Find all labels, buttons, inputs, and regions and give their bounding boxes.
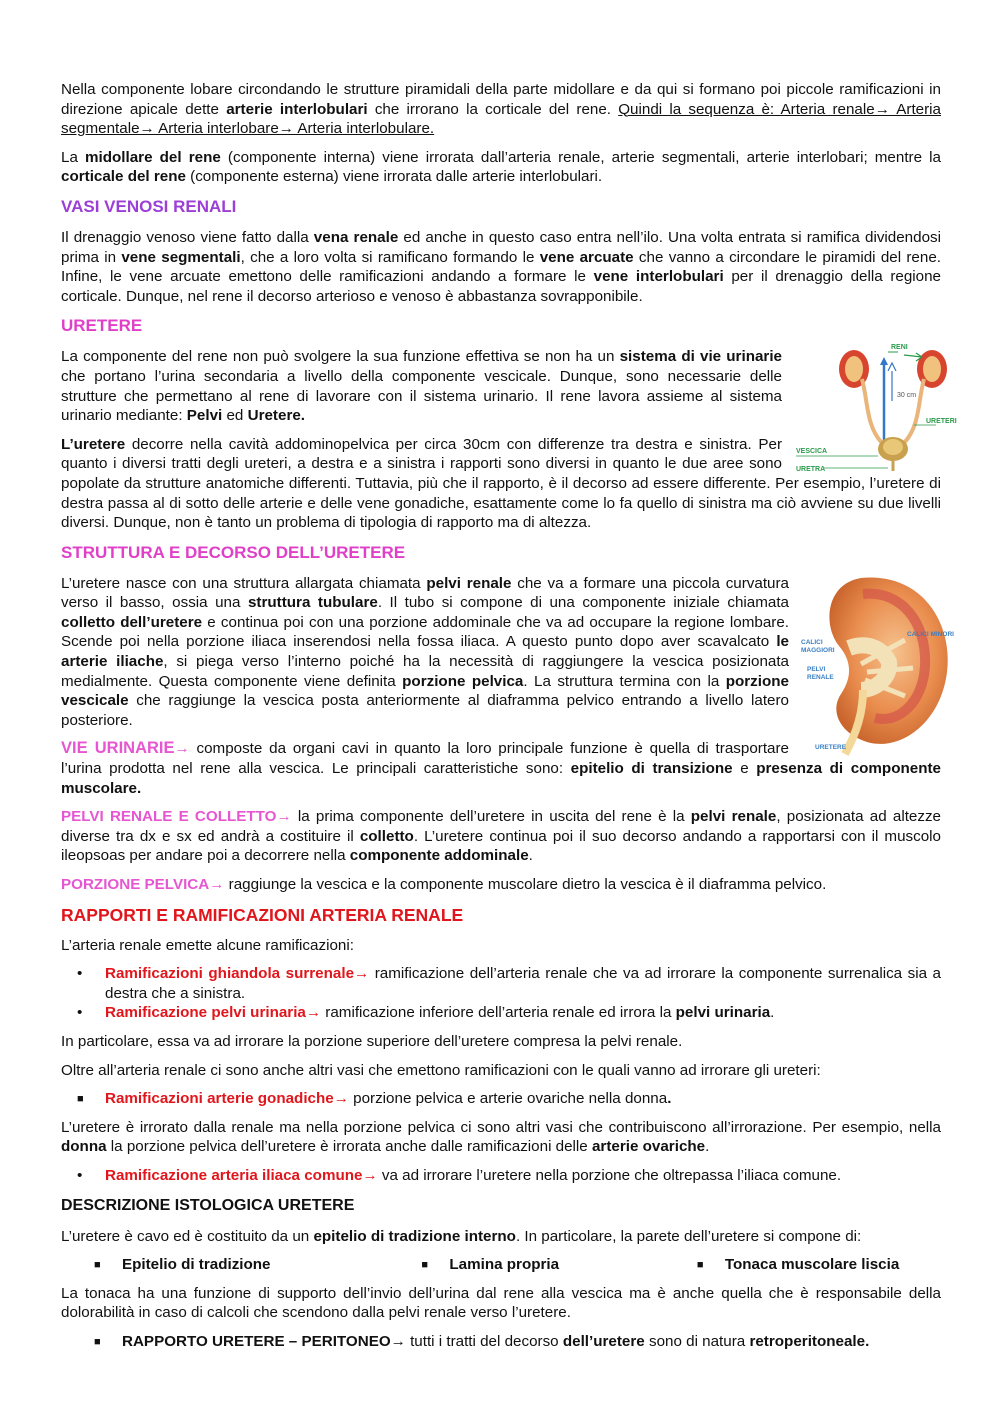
text: e continua poi con una porzione addominale che va ad occupare la regione lombare. Scende poi nella porzione iliaca inserendosi nella fossa iliaca. A questo punto dopo aver scavalcato xyxy=(61,613,789,651)
text: che va a formare una piccola curvatura verso il basso, ossia una xyxy=(61,574,790,612)
bullet-icon: • xyxy=(77,1004,83,1022)
heading-rapporti: RAPPORTI E RAMIFICAZIONI ARTERIA RENALE xyxy=(61,904,464,925)
layer-tonaca: Tonaca muscolare liscia xyxy=(724,1256,900,1274)
bold-term: retroperitoneale. xyxy=(749,1332,870,1350)
text: L’uretere è irrorato dalla renale ma nella porzione pelvica ci sono altri vasi che contribuiscono all’irrorazione. Per esempio, nella xyxy=(61,1118,941,1136)
inline-heading: PORZIONE PELVICA xyxy=(61,876,210,893)
list-item xyxy=(61,1166,941,1186)
paragraph-porzione-superiore: In particolare, essa va ad irrorare la porzione superiore dell’uretere compresa la pelvi renale. xyxy=(61,1032,683,1050)
red-term: Ramificazione arteria iliaca comune xyxy=(105,1166,363,1184)
text: Il drenaggio venoso viene fatto dalla xyxy=(61,228,314,246)
bullet-icon: • xyxy=(77,1166,83,1184)
bold-term: colletto xyxy=(359,827,414,845)
document-page xyxy=(61,80,957,1361)
text: (componente esterna) viene irrorata dalle arterie interlobulari. xyxy=(185,168,603,186)
text: decorre nella cavità addominopelvica per circa 30cm con differenze tra destra e sinistra. Per quanto i diversi tratti degli ureteri, a destra e a sinistra i rapporti sono diversi in quanto le due aree sono popolate da strutture anatomiche differenti. Tuttavia, più che il rapporto, è il decorso ad essere differente. Per esempio, l’uretere di destra passa al di sotto delle arterie e delle vene gonadiche, esattamente come lo fa quello di sinistra ma ciò avviene su due livelli diversi. Dunque, non è tanto un problema di tipologia di rapporto ma di altezza. xyxy=(61,435,941,532)
bullet-icon: ■ xyxy=(94,1259,101,1272)
text: per il drenaggio della regione corticale. Dunque, nel rene il decorso arterioso e venoso è abbastanza sovrapponibile. xyxy=(61,268,941,305)
bullet-icon: ■ xyxy=(94,1335,101,1348)
arrow-icon: → xyxy=(174,740,190,758)
bold-term: vene arcuate xyxy=(539,248,634,266)
figure-label-ureteri: URETERI xyxy=(926,418,957,426)
layer-item xyxy=(61,1255,388,1275)
layer-lamina: Lamina propria xyxy=(449,1256,560,1274)
arrow-icon: → xyxy=(362,1166,378,1184)
list-iliaca xyxy=(61,1166,941,1186)
bold-term: corticale del rene xyxy=(61,168,186,186)
list-item xyxy=(61,964,941,1003)
arrow-icon: → xyxy=(354,965,370,983)
text: ramificazione dell’arteria renale che va ad irrorare la componente surrenalica sia a destra che a sinistra. xyxy=(105,965,941,1002)
paragraph-pelvi-colletto xyxy=(61,807,941,866)
figure-label-30cm: 30 cm xyxy=(897,392,917,400)
paragraph-drenaggio xyxy=(61,228,941,306)
bold-term: . xyxy=(667,1090,672,1108)
paragraph-midollare xyxy=(61,148,941,187)
text: tutti i tratti del decorso xyxy=(405,1332,563,1350)
text: ed xyxy=(222,407,248,425)
bullet-icon: ■ xyxy=(421,1259,429,1272)
text: che raggiunge la vescica posta anteriormente al diaframma pelvico entrando a livello latero posteriore. xyxy=(61,692,789,729)
text: ed anche in questo caso entra nell’ilo. Una volta entrata si ramifica dividendosi prima in xyxy=(61,228,941,266)
text: che irrorano la corticale del rene. xyxy=(367,100,619,118)
bold-term: arterie ovariche xyxy=(591,1138,706,1156)
figure-label-pelvi: PELVI xyxy=(807,665,826,673)
arrow-icon: → xyxy=(333,1090,349,1108)
text: che vanno a circondare le piramidi del rene. Infine, le vene arcuate emettono delle ramificazioni andando a formare le xyxy=(61,248,941,286)
bold-term: pelvi renale xyxy=(690,808,777,826)
bold-term: RAPPORTO URETERE – PERITONEO xyxy=(122,1332,391,1350)
paragraph-altri-vasi: Oltre all’arteria renale ci sono anche altri vasi che emettono ramificazioni con le quali vanno ad irrorare gli ureteri: xyxy=(61,1061,821,1079)
red-term: Ramificazione pelvi urinaria xyxy=(105,1004,306,1022)
text: che portano l’urina secondaria a livello della componente vescicale. Dunque, sono necessarie delle strutture che permettano al rene di lavorare con il sistema urinario. Il rene lavora assieme al sistema urinario mediante: xyxy=(61,367,782,425)
text: La xyxy=(61,148,86,166)
paragraph-lobare xyxy=(61,80,941,139)
bold-term: sistema di vie urinarie xyxy=(619,348,782,366)
arrow-icon: → xyxy=(390,1332,406,1350)
text: Nella componente lobare circondando le strutture piramidali della parte midollare e da qui si formano poi piccole ramificazioni in direzione apicale dette xyxy=(61,81,941,118)
paragraph-irrorazione-pelvica xyxy=(61,1118,941,1157)
text: sono di natura xyxy=(644,1332,750,1350)
heading-struttura-decorso: STRUTTURA E DECORSO DELL’URETERE xyxy=(61,542,406,562)
text: La componente del rene non può svolgere la sua funzione effettiva se non ha un xyxy=(61,348,620,366)
text: . La struttura termina con la xyxy=(523,672,726,690)
text: , si piega verso l’interno poiché ha la necessità di raggiungere la vescica posizionata medialmente. Questa componente viene definita xyxy=(61,653,789,690)
arrow-icon: → xyxy=(276,808,292,826)
layer-item xyxy=(388,1255,663,1275)
text: la porzione pelvica dell’uretere è irrorata anche dalle ramificazioni delle xyxy=(106,1138,592,1156)
text: . L’uretere continua poi il suo decorso andando a rapportarsi con il muscolo ileopsoas per andare poi a decorrere nella xyxy=(61,827,941,865)
text: L’uretere nasce con una struttura allargata chiamata xyxy=(61,574,427,592)
paragraph-porzione-pelvica xyxy=(61,875,941,895)
bullet-icon: ■ xyxy=(696,1259,704,1272)
bold-term: porzione vescicale xyxy=(61,672,789,710)
layer-epitelio: Epitelio di tradizione xyxy=(122,1256,271,1274)
list-item xyxy=(61,1332,941,1352)
bold-term: pelvi renale xyxy=(426,574,512,592)
bold-term: struttura tubulare xyxy=(247,594,378,612)
figure-label-calici-maggiori: CALICI xyxy=(801,638,823,646)
figure-label-uretra: URETRA xyxy=(796,466,826,474)
list-ramificazioni-renale xyxy=(61,964,941,1023)
bold-term: L’uretere xyxy=(61,435,126,453)
text: va ad irrorare l’uretere nella porzione che oltrepassa l’iliaca comune. xyxy=(377,1166,842,1184)
text: ramificazione inferiore dell’arteria renale ed irrora la xyxy=(321,1004,676,1022)
text: la prima componente dell’uretere in uscita del rene è la xyxy=(291,808,691,826)
red-term: Ramificazioni ghiandola surrenale xyxy=(105,965,355,983)
text: . xyxy=(528,847,533,865)
heading-istologica: DESCRIZIONE ISTOLOGICA URETERE xyxy=(61,1196,355,1214)
bold-term: presenza di componente muscolare. xyxy=(61,760,941,797)
arrow-icon: → xyxy=(209,876,225,893)
list-rapporto-peritoneo xyxy=(61,1332,941,1352)
bold-term: epitelio di tradizione interno xyxy=(313,1227,516,1245)
bold-term: vene interlobulari xyxy=(593,268,724,286)
bold-term: dell’uretere xyxy=(562,1332,645,1350)
bullet-icon: • xyxy=(77,965,83,983)
figure-label-renale: RENALE xyxy=(807,673,834,681)
figure-label-reni: RENI xyxy=(891,344,908,352)
figure-label-calici-maggiori-2: MAGGIORI xyxy=(801,646,835,654)
bold-term: Pelvi xyxy=(186,407,223,425)
heading-vasi-venosi: VASI VENOSI RENALI xyxy=(61,196,237,216)
bold-term: vena renale xyxy=(313,228,399,246)
paragraph-tonaca: La tonaca ha una funzione di supporto dell’invio dell’urina dal rene alla vescica ma è anche quella che è responsabile della dolorabilità in caso di calcoli che scendono dalla pelvi renale verso l’uretere. xyxy=(61,1284,941,1322)
text: , posizionata ad altezze diverse tra dx e sx ed andrà a costituire il xyxy=(61,808,942,845)
bold-term: vene segmentali xyxy=(121,248,241,266)
heading-uretere: URETERE xyxy=(61,316,143,336)
bold-term: epitelio di transizione xyxy=(570,760,733,778)
kidney-section-figure xyxy=(801,572,963,754)
bold-term: Uretere. xyxy=(247,407,306,425)
bold-term: porzione pelvica xyxy=(402,672,524,690)
bold-term: donna xyxy=(61,1138,107,1156)
text: . Il tubo si compone di una componente iniziale chiamata xyxy=(377,594,789,612)
text: composte da organi cavi in quanto la loro principale funzione è quella di trasportare l’urina prodotta nel rene alla vescica. Le principali caratteristiche sono: xyxy=(61,740,789,778)
bold-term: midollare del rene xyxy=(85,148,221,166)
arrow-icon: → xyxy=(305,1004,322,1022)
wall-layers-list xyxy=(61,1255,941,1275)
inline-heading: PELVI RENALE E COLLETTO xyxy=(61,808,277,826)
layer-item xyxy=(664,1255,941,1275)
paragraph-istologica xyxy=(61,1227,941,1247)
text: porzione pelvica e arterie ovariche nella donna xyxy=(348,1090,668,1108)
bullet-icon: ■ xyxy=(77,1093,84,1106)
bold-term: pelvi urinaria xyxy=(675,1004,771,1022)
bold-term: colletto dell’uretere xyxy=(61,613,203,631)
urinary-system-figure xyxy=(796,341,957,474)
bold-term: le arterie iliache xyxy=(61,633,789,671)
text: L’uretere è cavo ed è costituito da un xyxy=(61,1227,314,1245)
list-item xyxy=(61,1089,941,1109)
text: . xyxy=(705,1138,710,1156)
red-term: Ramificazioni arterie gonadiche xyxy=(105,1090,334,1108)
figure-label-calici-minori: CALICI MINORI xyxy=(907,630,954,638)
bold-term: componente addominale xyxy=(349,847,529,865)
inline-heading: VIE URINARIE xyxy=(61,739,175,758)
text: . In particolare, la parete dell’uretere si compone di: xyxy=(515,1227,862,1245)
underlined-sequence: Quindi la sequenza è: Arteria renale→ Arteria segmentale→ Arteria interlobare→ Arteria interlobulare. xyxy=(61,100,941,138)
list-gonadiche xyxy=(61,1089,941,1109)
text: . xyxy=(770,1004,775,1022)
bold-term: arterie interlobulari xyxy=(226,100,368,118)
list-item xyxy=(61,1003,941,1023)
figure-label-uretere: URETERE xyxy=(815,743,847,751)
text: e xyxy=(732,760,757,778)
text: raggiunge la vescica e la componente muscolare dietro la vescica è il diaframma pelvico. xyxy=(224,876,827,893)
paragraph-ramificazioni-intro: L’arteria renale emette alcune ramificazioni: xyxy=(61,936,354,954)
text: (componente interna) viene irrorata dall’arteria renale, arterie segmentali, arterie interlobari; mentre la xyxy=(220,148,941,166)
figure-label-vescica: VESCICA xyxy=(796,448,828,456)
text: , che a loro volta si ramificano formando le xyxy=(240,248,540,266)
